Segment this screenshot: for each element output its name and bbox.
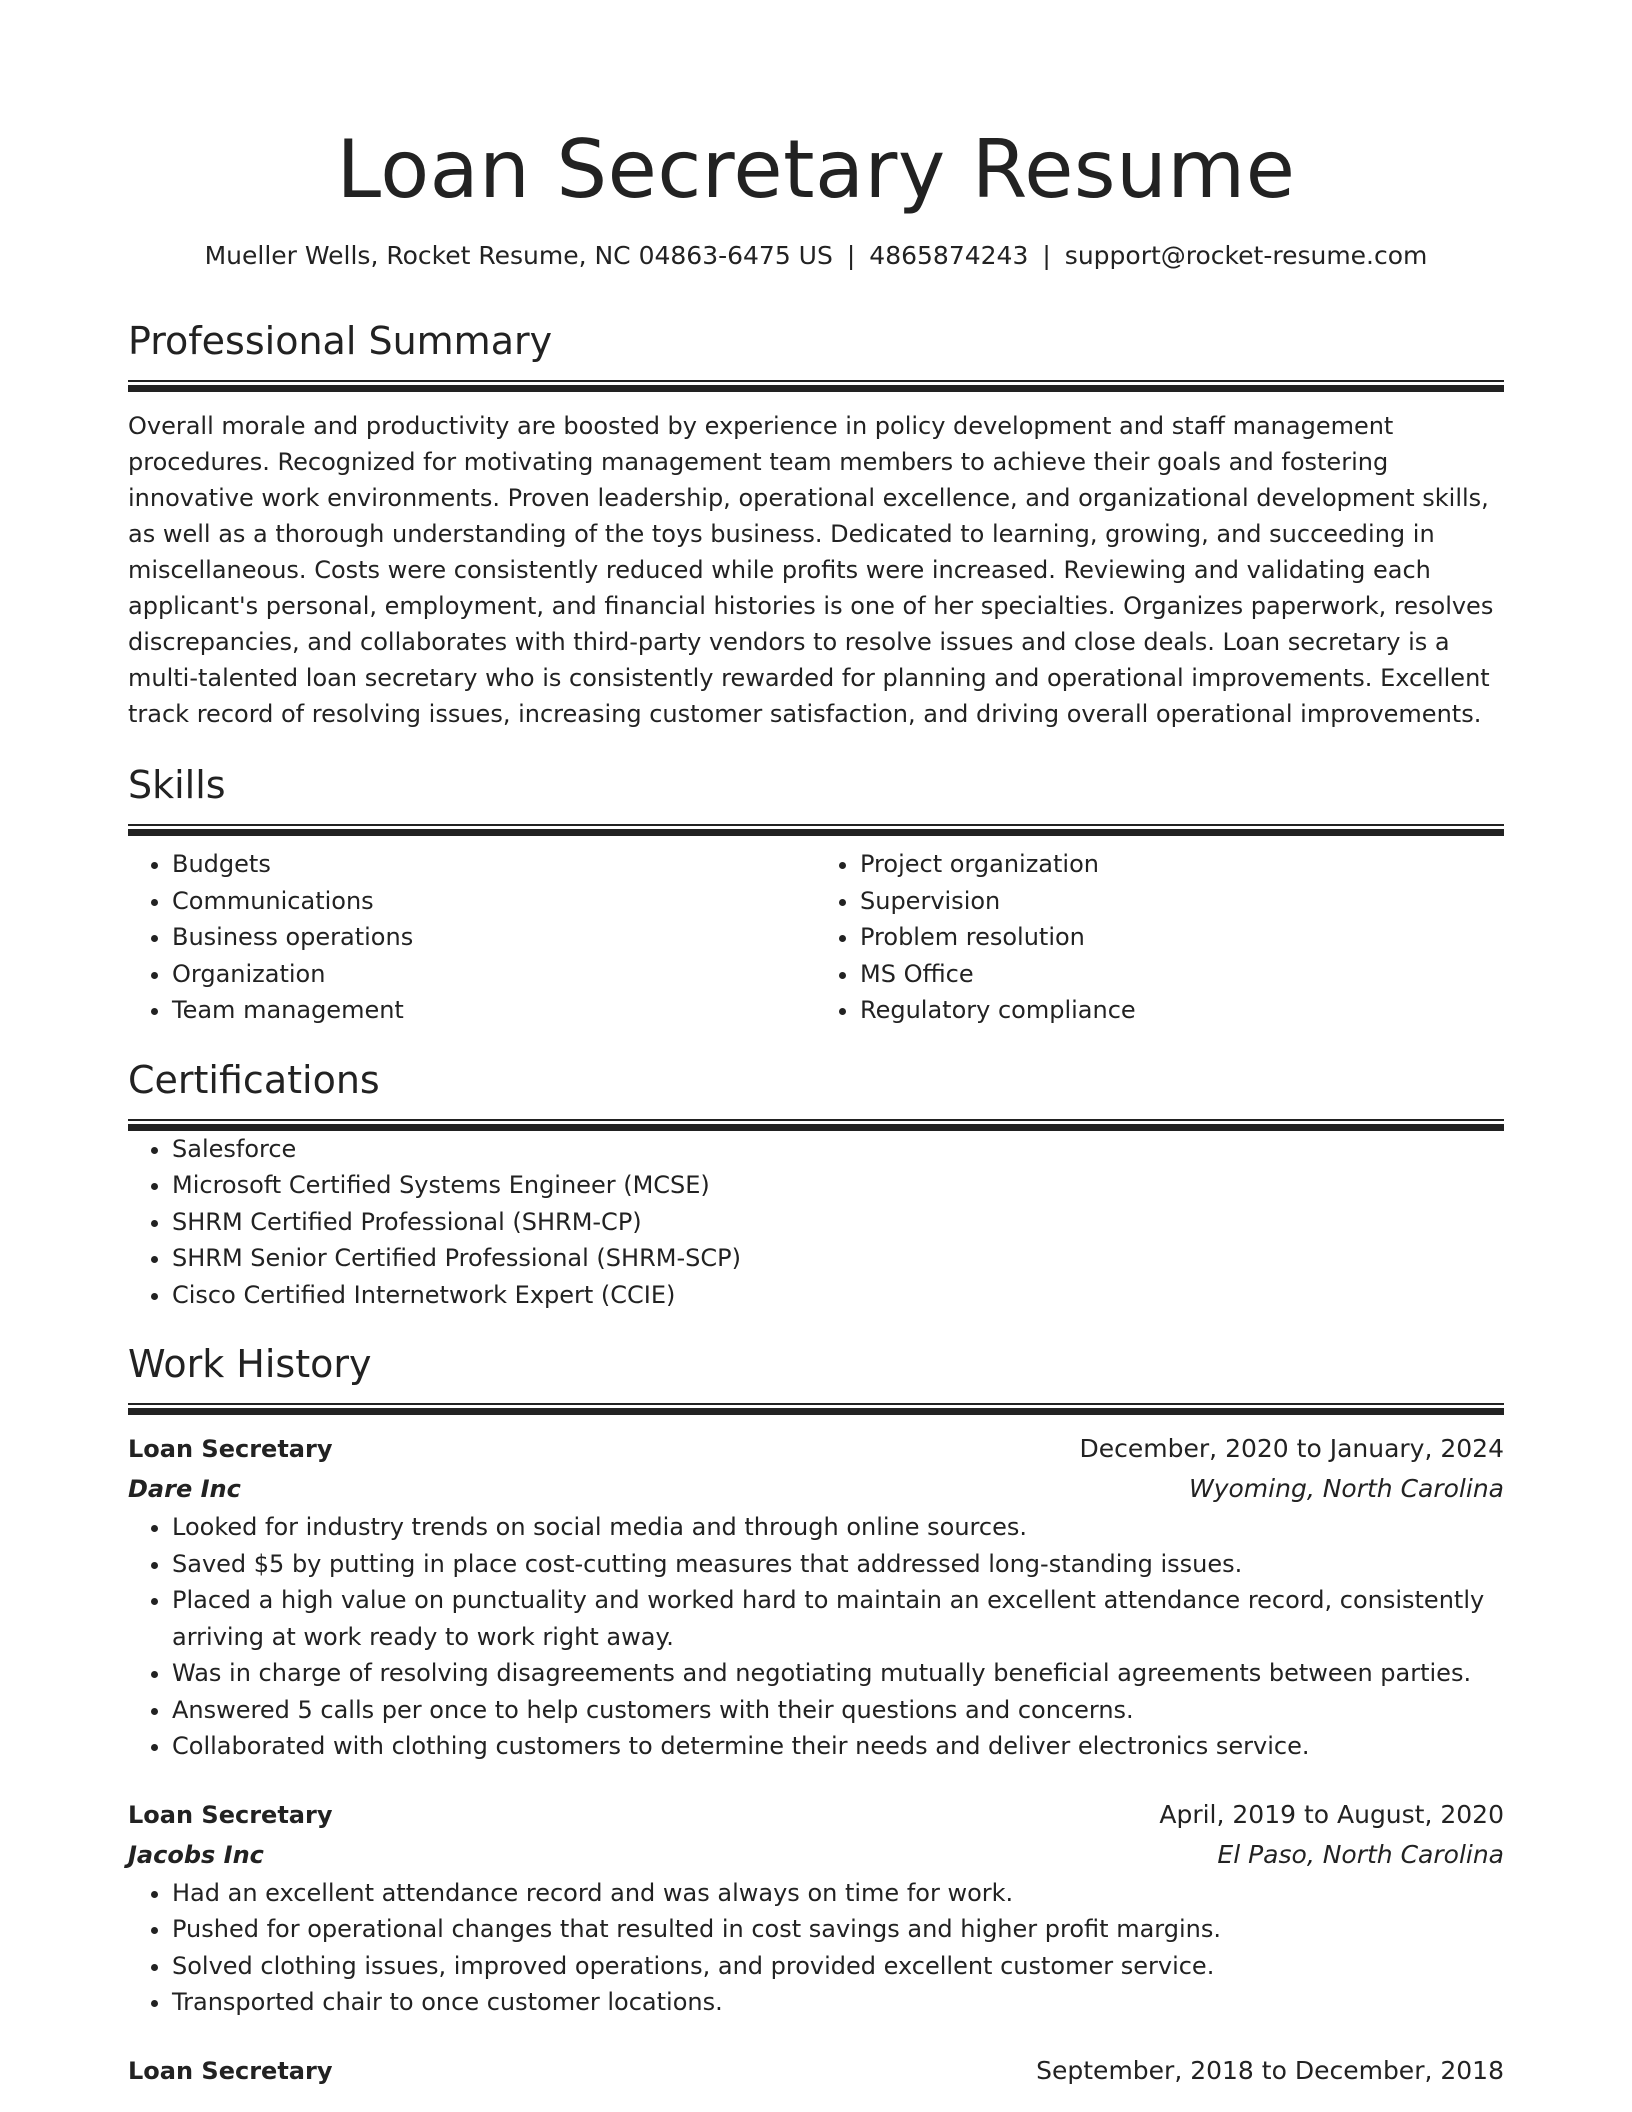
- job-dates: September, 2018 to December, 2018: [1036, 2055, 1504, 2085]
- section-divider: [128, 1119, 1504, 1131]
- job-bullet: • Transported chair to once customer locations.: [172, 1984, 1504, 2021]
- job-bullet: • Answered 5 calls per once to help customers with their questions and concerns.: [172, 1692, 1504, 1729]
- contact-email: support@rocket-resume.com: [1064, 241, 1428, 270]
- job-title: Loan Secretary: [128, 1800, 333, 1829]
- job-entry: [128, 1795, 1504, 2021]
- job-bullet: • Looked for industry trends on social media and through online sources.: [172, 1509, 1504, 1546]
- skill-item: • Project organization: [860, 846, 1504, 883]
- job-entry: [128, 2051, 1504, 2091]
- skill-item: • Communications: [172, 883, 816, 920]
- certification-item: • Cisco Certified Internetwork Expert (CCIE): [172, 1277, 1504, 1314]
- skill-item: • MS Office: [860, 956, 1504, 993]
- certification-item: • Microsoft Certified Systems Engineer (MCSE): [172, 1167, 1504, 1204]
- job-title: Loan Secretary: [128, 1435, 333, 1463]
- certification-item: • Salesforce: [172, 1131, 1504, 1168]
- resume-page: [128, 0, 1504, 2091]
- job-bullets: [128, 1509, 1504, 1765]
- contact-address: Mueller Wells, Rocket Resume, NC 04863-6475 US: [204, 241, 833, 270]
- contact-line: [128, 238, 1504, 274]
- job-location: Wyoming, North Carolina: [1189, 1474, 1504, 1503]
- contact-phone: 4865874243: [869, 241, 1029, 270]
- job-header: [128, 1429, 1504, 1469]
- section-heading-summary: Professional Summary: [128, 319, 553, 363]
- job-bullet: • Saved $5 by putting in place cost-cutting measures that addressed long-standing issues.: [172, 1546, 1504, 1583]
- job-bullet: • Pushed for operational changes that resulted in cost savings and higher profit margins.: [172, 1911, 1504, 1948]
- summary-text: Overall morale and productivity are boosted by experience in policy development and staff management procedures. Recognized for motivating management team members to achieve their goals and fostering innovative work environments. Proven leadership, operational excellence, and organizational development skills, as well as a thorough understanding of the toys business. Dedicated to learning, growing, and succeeding in miscellaneous. Costs were consistently reduced while profits were increased. Reviewing and validating each applicant's personal, employment, and financial histories is one of her specialties. Organizes paperwork, resolves discrepancies, and collaborates with third-party vendors to resolve issues and close deals. Loan secretary is a multi-talented loan secretary who is consistently rewarded for planning and operational improvements. Excellent track record of resolving issues, increasing customer satisfaction, and driving overall operational improvements.: [128, 412, 1494, 728]
- job-title: Loan Secretary: [128, 2056, 333, 2085]
- job-header: [128, 1795, 1504, 1835]
- job-bullet: • Collaborated with clothing customers to determine their needs and deliver electronics service.: [172, 1728, 1504, 1765]
- section-divider: [128, 824, 1504, 836]
- section-heading-skills: Skills: [128, 763, 226, 807]
- job-bullets: [128, 1875, 1504, 2021]
- job-entry: [128, 1429, 1504, 1765]
- certification-item: • SHRM Certified Professional (SHRM-CP): [172, 1204, 1504, 1241]
- job-company: Dare Inc: [128, 1475, 241, 1503]
- job-bullet: • Placed a high value on punctuality and worked hard to maintain an excellent attendance record, consistently arriving at work ready to work right away.: [172, 1582, 1504, 1655]
- job-subheader: [128, 1469, 1504, 1509]
- certifications-section: [128, 1055, 1504, 1314]
- skill-item: • Supervision: [860, 883, 1504, 920]
- certification-item: • SHRM Senior Certified Professional (SHRM-SCP): [172, 1240, 1504, 1277]
- job-bullet: • Solved clothing issues, improved operations, and provided excellent customer service.: [172, 1948, 1504, 1985]
- skills-column-right: [816, 846, 1504, 1029]
- job-bullet: • Was in charge of resolving disagreements and negotiating mutually beneficial agreements between parties.: [172, 1655, 1504, 1692]
- section-heading-work-history: Work History: [128, 1342, 372, 1386]
- certifications-list: [128, 1131, 1504, 1314]
- skill-item: • Budgets: [172, 846, 816, 883]
- summary-section: [128, 316, 1504, 732]
- section-divider: [128, 380, 1504, 392]
- job-header: [128, 2051, 1504, 2091]
- job-subheader: [128, 1835, 1504, 1875]
- job-dates: December, 2020 to January, 2024: [1079, 1434, 1504, 1463]
- skill-item: • Organization: [172, 956, 816, 993]
- job-company: Jacobs Inc: [128, 1840, 264, 1869]
- skills-section: [128, 760, 1504, 1029]
- job-bullet: • Had an excellent attendance record and was always on time for work.: [172, 1875, 1504, 1912]
- work-history-section: [128, 1339, 1504, 2091]
- section-heading-certifications: Certifications: [128, 1057, 380, 1102]
- skills-column-left: [128, 846, 816, 1029]
- job-dates: April, 2019 to August, 2020: [1159, 1799, 1504, 1829]
- skills-grid: [128, 846, 1504, 1029]
- contact-separator: |: [1042, 241, 1051, 270]
- skill-item: • Regulatory compliance: [860, 992, 1504, 1029]
- section-divider: [128, 1403, 1504, 1415]
- job-location: El Paso, North Carolina: [1217, 1839, 1504, 1869]
- skill-item: • Team management: [172, 992, 816, 1029]
- skill-item: • Problem resolution: [860, 919, 1504, 956]
- skill-item: • Business operations: [172, 919, 816, 956]
- contact-separator: |: [846, 241, 856, 270]
- page-title: Loan Secretary Resume: [336, 123, 1296, 216]
